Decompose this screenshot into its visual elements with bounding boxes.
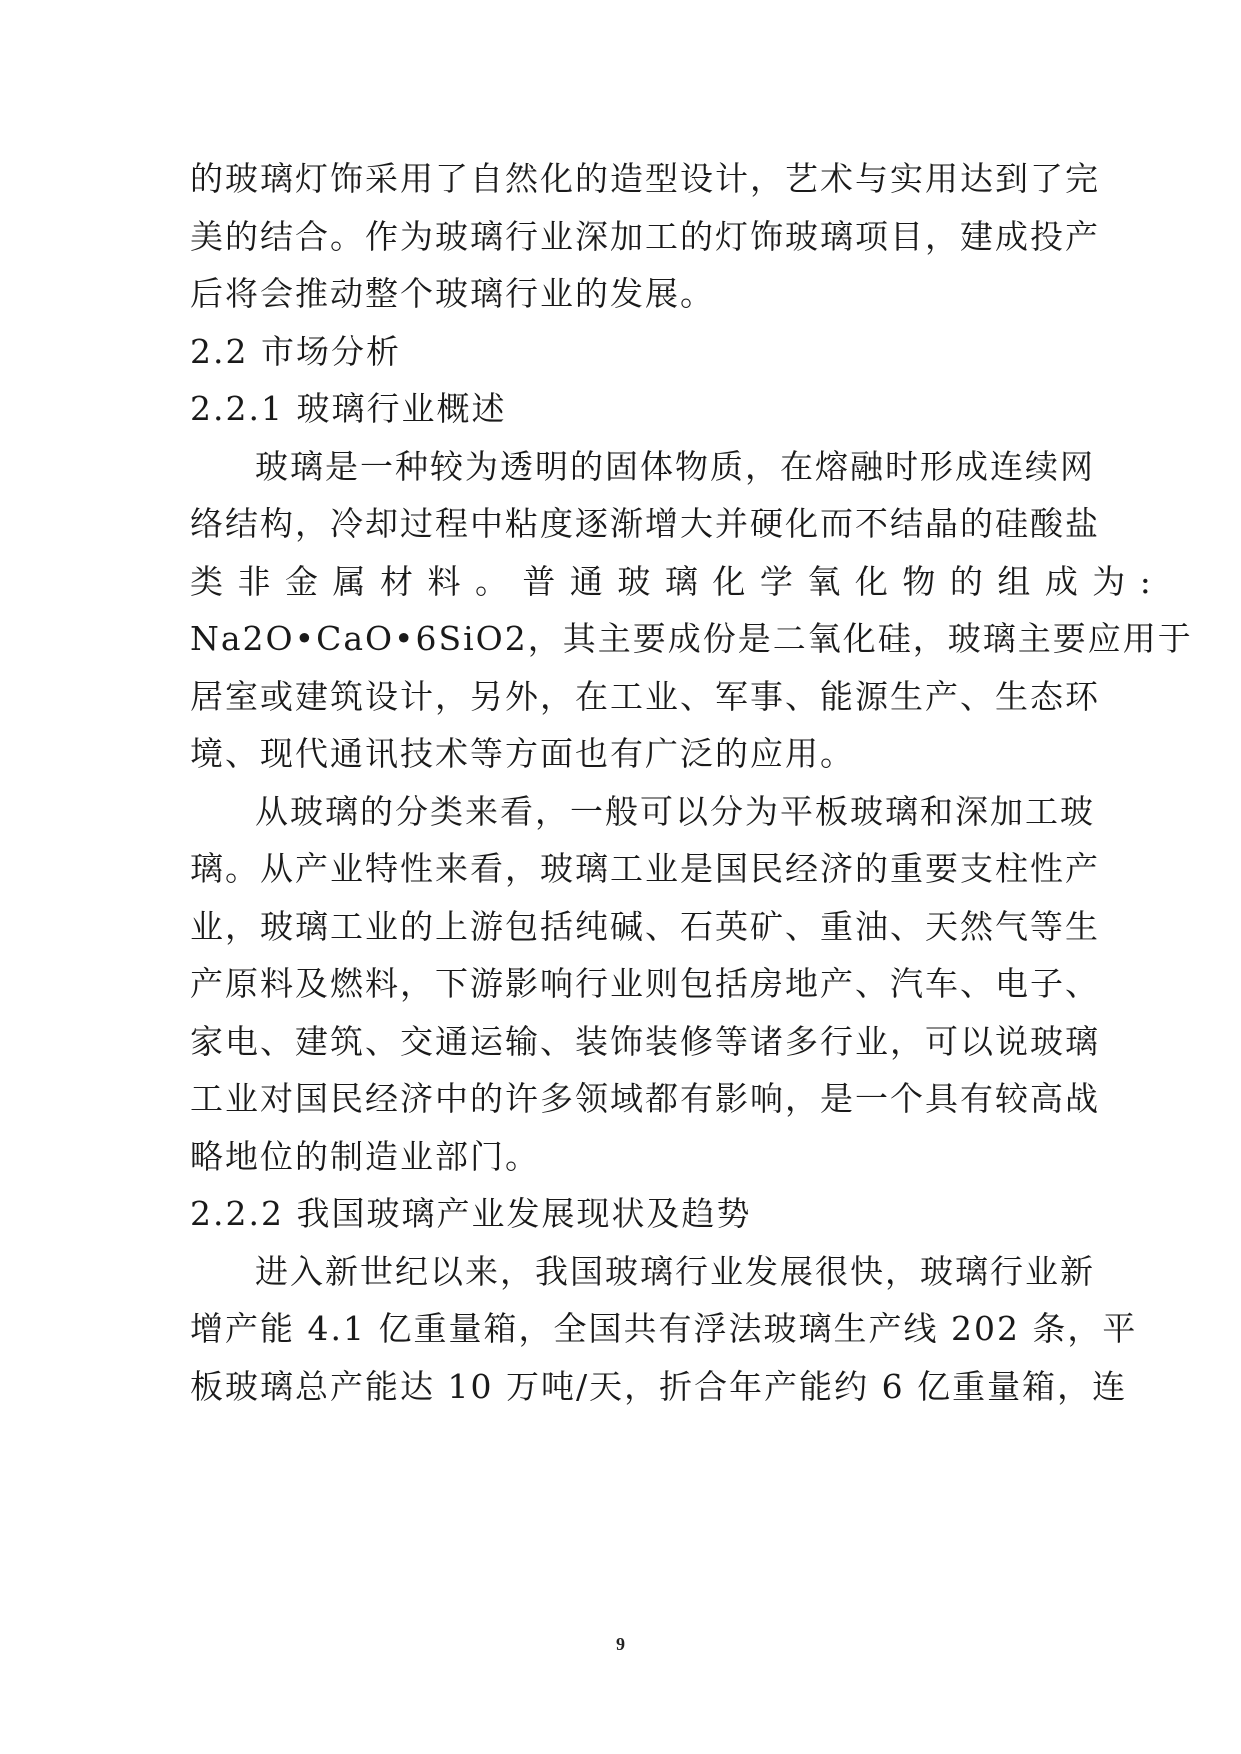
- body-text-line: 工业对国民经济中的许多领域都有影响，是一个具有较高战: [190, 1079, 1100, 1118]
- page-number: 9: [616, 1634, 625, 1654]
- body-text-line: 居室或建筑设计，另外，在工业、军事、能源生产、生态环: [190, 677, 1100, 716]
- body-text-line: 后将会推动整个玻璃行业的发展。: [190, 274, 715, 313]
- section-heading-2-2: 2.2 市场分析: [190, 332, 401, 371]
- body-text-line: 进入新世纪以来，我国玻璃行业发展很快，玻璃行业新: [255, 1252, 1095, 1291]
- body-text-line: 业，玻璃工业的上游包括纯碱、石英矿、重油、天然气等生: [190, 907, 1100, 946]
- section-heading-2-2-2: 2.2.2 我国玻璃产业发展现状及趋势: [190, 1194, 752, 1233]
- body-text-line: 增产能 4.1 亿重量箱，全国共有浮法玻璃生产线 202 条，平: [190, 1309, 1138, 1348]
- body-text-line: 美的结合。作为玻璃行业深加工的灯饰玻璃项目，建成投产: [190, 217, 1100, 256]
- body-text-line: 璃。从产业特性来看，玻璃工业是国民经济的重要支柱性产: [190, 849, 1100, 888]
- body-text-line: 玻璃是一种较为透明的固体物质，在熔融时形成连续网: [255, 447, 1095, 486]
- body-text-line: 境、现代通讯技术等方面也有广泛的应用。: [190, 734, 855, 773]
- body-text-line: 类 非 金 属 材 料 。 普 通 玻 璃 化 学 氧 化 物 的 组 成 为 :: [190, 562, 1153, 601]
- body-text-line: 从玻璃的分类来看，一般可以分为平板玻璃和深加工玻: [255, 792, 1095, 831]
- body-text-line: 络结构，冷却过程中粘度逐渐增大并硬化而不结晶的硅酸盐: [190, 504, 1100, 543]
- body-text-line: 板玻璃总产能达 10 万吨/天，折合年产能约 6 亿重量箱，连: [190, 1367, 1128, 1406]
- body-text-line: 产原料及燃料，下游影响行业则包括房地产、汽车、电子、: [190, 964, 1100, 1003]
- section-heading-2-2-1: 2.2.1 玻璃行业概述: [190, 389, 507, 428]
- body-text-line: 家电、建筑、交通运输、装饰装修等诸多行业，可以说玻璃: [190, 1022, 1100, 1061]
- body-text-line: Na2O•CaO•6SiO2，其主要成份是二氧化硅，玻璃主要应用于: [190, 619, 1193, 658]
- body-text-line: 略地位的制造业部门。: [190, 1137, 540, 1176]
- body-text-line: 的玻璃灯饰采用了自然化的造型设计，艺术与实用达到了完: [190, 159, 1100, 198]
